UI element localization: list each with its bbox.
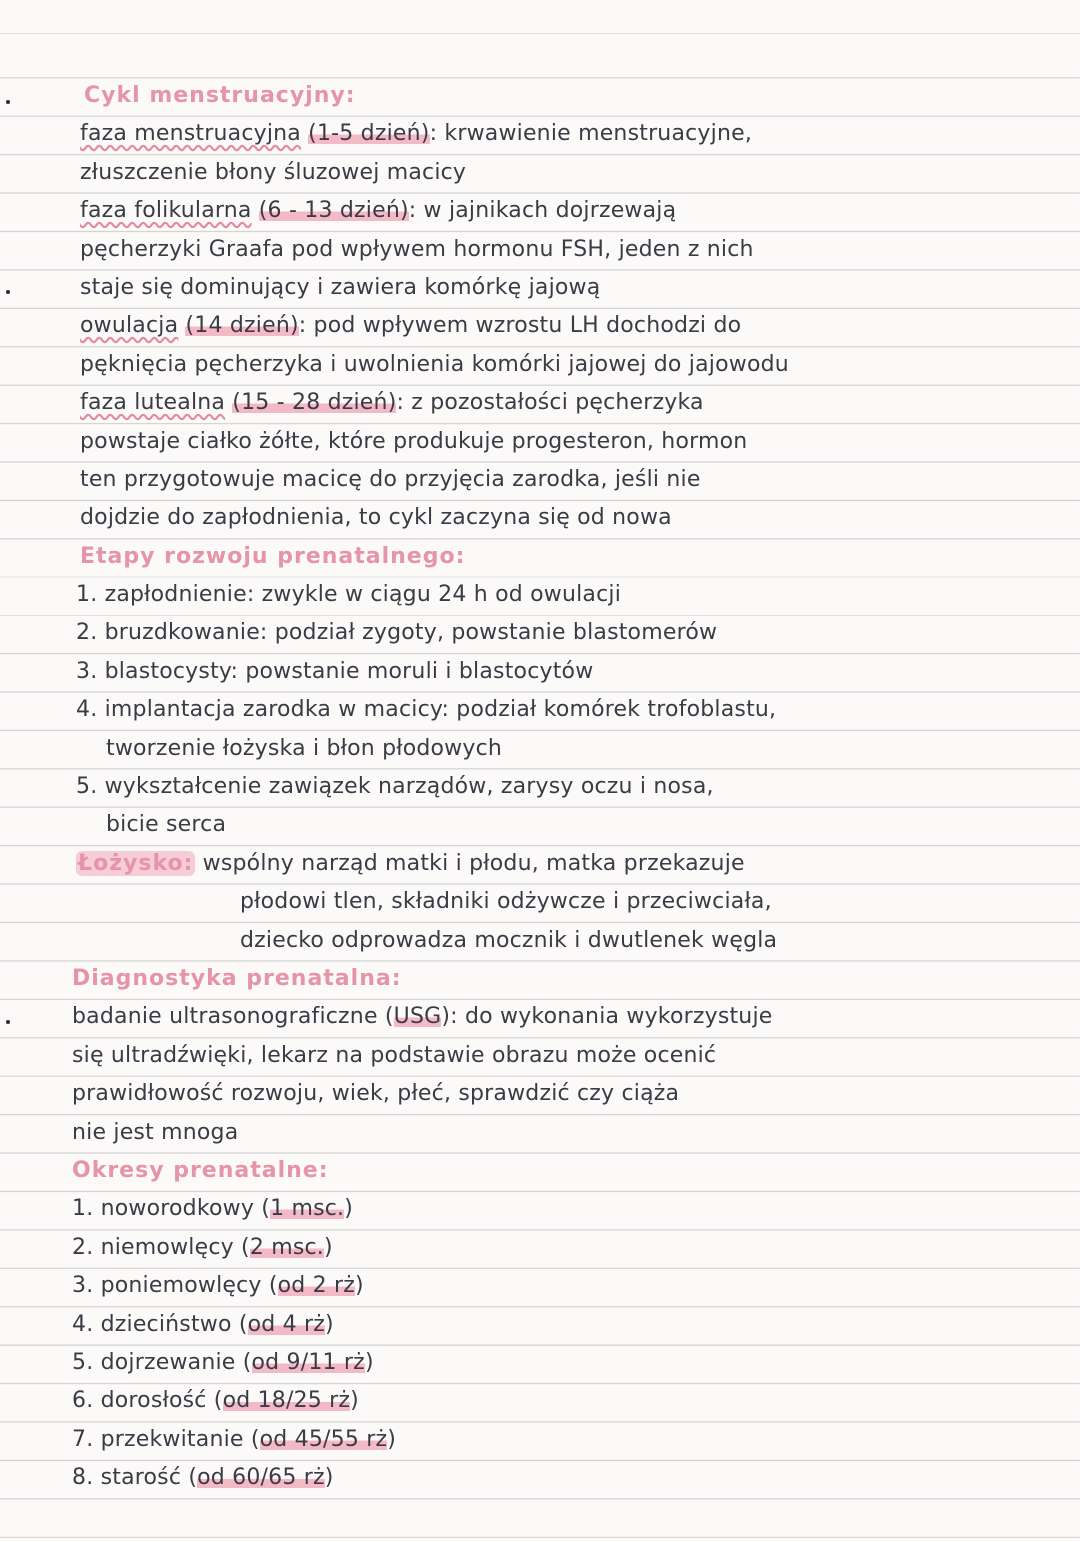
- range: (15 - 28 dzień): [232, 390, 397, 416]
- item-number: 5.: [72, 1349, 94, 1375]
- desc: wspólny narząd matki i płodu, matka przekazuje: [202, 850, 745, 876]
- etapy-line-4: tworzenie łożyska i błon płodowych: [106, 735, 503, 761]
- item-name: noworodkowy: [100, 1196, 255, 1222]
- etapy-line-6: bicie serca: [106, 812, 227, 838]
- etapy-line-0: 1. zapłodnienie: zwykle w ciągu 24 h od owulacji: [76, 582, 622, 608]
- section-okresy: [72, 1193, 1052, 1500]
- desc-rest: ): do wykonania wykorzystuje: [441, 1004, 773, 1030]
- lozysko-line-2: dziecko odprowadza mocznik i dwutlenek węgla: [240, 927, 778, 953]
- desc: : krwawienie menstruacyjne,: [429, 121, 753, 147]
- item-name: niemowlęcy: [100, 1234, 234, 1260]
- item-range: od 18/25 rż: [222, 1388, 351, 1414]
- okres-item: 3. poniemowlęcy (od 2 rż): [72, 1273, 364, 1299]
- cykl-line-9: ten przygotowuje macicę do przyjęcia zarodka, jeśli nie: [80, 466, 701, 492]
- cykl-line-0: [80, 118, 1052, 156]
- notes-content: [72, 80, 1052, 1500]
- item-name: poniemowlęcy: [100, 1273, 262, 1299]
- item-number: 6.: [72, 1388, 94, 1414]
- okres-item: 8. starość (od 60/65 rż): [72, 1465, 334, 1491]
- cykl-line-4: staje się dominujący i zawiera komórkę jajową: [80, 274, 601, 300]
- cykl-line-5: [80, 310, 1052, 348]
- desc: : w jajnikach dojrzewają: [408, 198, 677, 224]
- etapy-line-3: 4. implantacja zarodka w macicy: podział komórek trofoblastu,: [76, 697, 777, 723]
- okres-item: 7. przekwitanie (od 45/55 rż): [72, 1426, 397, 1452]
- cykl-line-6: pęknięcia pęcherzyka i uwolnienia komórki jajowej do jajowodu: [80, 351, 789, 377]
- section-cykl: [72, 118, 1052, 540]
- section-diagnostyka: [72, 1001, 1052, 1155]
- etapy-line-1: 2. bruzdkowanie: podział zygoty, powstanie blastomerów: [76, 620, 718, 646]
- term-menstruacyjna: faza menstruacyjna: [80, 121, 301, 147]
- lozysko-line-1: płodowi tlen, składniki odżywcze i przeciwciała,: [240, 889, 772, 915]
- item-number: 3.: [72, 1273, 94, 1299]
- cykl-line-7: [80, 387, 1052, 425]
- item-number: 8.: [72, 1465, 94, 1491]
- item-number: 1.: [72, 1196, 94, 1222]
- item-range: od 2 rż: [277, 1273, 356, 1299]
- item-name: przekwitanie: [100, 1426, 244, 1452]
- diag-line-2: prawidłowość rozwoju, wiek, płeć, sprawdzić czy ciąża: [72, 1081, 680, 1107]
- diag-line-1: się ultradźwięki, lekarz na podstawie obrazu może ocenić: [72, 1042, 717, 1068]
- desc-pre: badanie ultrasonograficzne (: [72, 1004, 394, 1030]
- cykl-line-10: dojdzie do zapłodnienia, to cykl zaczyna się od nowa: [80, 505, 672, 531]
- cykl-line-2: [80, 195, 1052, 233]
- range: (6 - 13 dzień): [258, 198, 409, 224]
- item-number: 7.: [72, 1426, 94, 1452]
- item-number: 2.: [72, 1234, 94, 1260]
- diag-line-3: nie jest mnoga: [72, 1119, 239, 1145]
- usg-highlight: USG: [393, 1004, 442, 1030]
- item-name: dzieciństwo: [100, 1311, 232, 1337]
- lozysko-line-0: [76, 848, 1052, 886]
- item-range: 2 msc.: [249, 1234, 324, 1260]
- section-etapy: [72, 579, 1052, 848]
- range: (1-5 dzień): [308, 121, 430, 147]
- heading-cykl: Cykl menstruacyjny:: [84, 83, 356, 108]
- okres-item: 1. noworodkowy (1 msc.): [72, 1196, 354, 1222]
- cykl-line-1: złuszczenie błony śluzowej macicy: [80, 159, 467, 185]
- item-range: 1 msc.: [270, 1196, 345, 1222]
- term-folikularna: faza folikularna: [80, 198, 252, 224]
- okres-item: 4. dzieciństwo (od 4 rż): [72, 1311, 334, 1337]
- cykl-line-8: powstaje ciałko żółte, które produkuje progesteron, hormon: [80, 428, 748, 454]
- section-lozysko: [72, 848, 1052, 963]
- heading-etapy: Etapy rozwoju prenatalnego:: [80, 543, 466, 569]
- heading-okresy: Okresy prenatalne:: [72, 1157, 329, 1183]
- term-lutealna: faza lutealna: [80, 390, 226, 416]
- item-number: 4.: [72, 1311, 94, 1337]
- desc: : pod wpływem wzrostu LH dochodzi do: [298, 313, 742, 339]
- item-name: dorosłość: [100, 1388, 207, 1414]
- etapy-line-2: 3. blastocysty: powstanie moruli i blastocytów: [76, 658, 594, 684]
- okres-item: 6. dorosłość (od 18/25 rż): [72, 1388, 359, 1414]
- item-range: od 9/11 rż: [251, 1349, 365, 1375]
- etapy-line-5: 5. wykształcenie zawiązek narządów, zarysy oczu i nosa,: [76, 774, 714, 800]
- item-range: od 60/65 rż: [197, 1465, 325, 1491]
- term-owulacja: owulacja: [80, 313, 179, 339]
- range: (14 dzień): [185, 313, 299, 339]
- okres-item: 2. niemowlęcy (2 msc.): [72, 1234, 333, 1260]
- item-name: starość: [100, 1465, 182, 1491]
- heading-diagnostyka: Diagnostyka prenatalna:: [72, 965, 402, 991]
- item-range: od 4 rż: [247, 1311, 326, 1337]
- desc: : z pozostałości pęcherzyka: [396, 390, 704, 416]
- diag-line-0: [72, 1001, 1052, 1039]
- item-name: dojrzewanie: [100, 1349, 236, 1375]
- okres-item: 5. dojrzewanie (od 9/11 rż): [72, 1349, 374, 1375]
- heading-lozysko: Łożysko:: [78, 850, 194, 876]
- cykl-line-3: pęcherzyki Graafa pod wpływem hormonu FSH, jeden z nich: [80, 236, 754, 262]
- item-range: od 45/55 rż: [259, 1426, 388, 1452]
